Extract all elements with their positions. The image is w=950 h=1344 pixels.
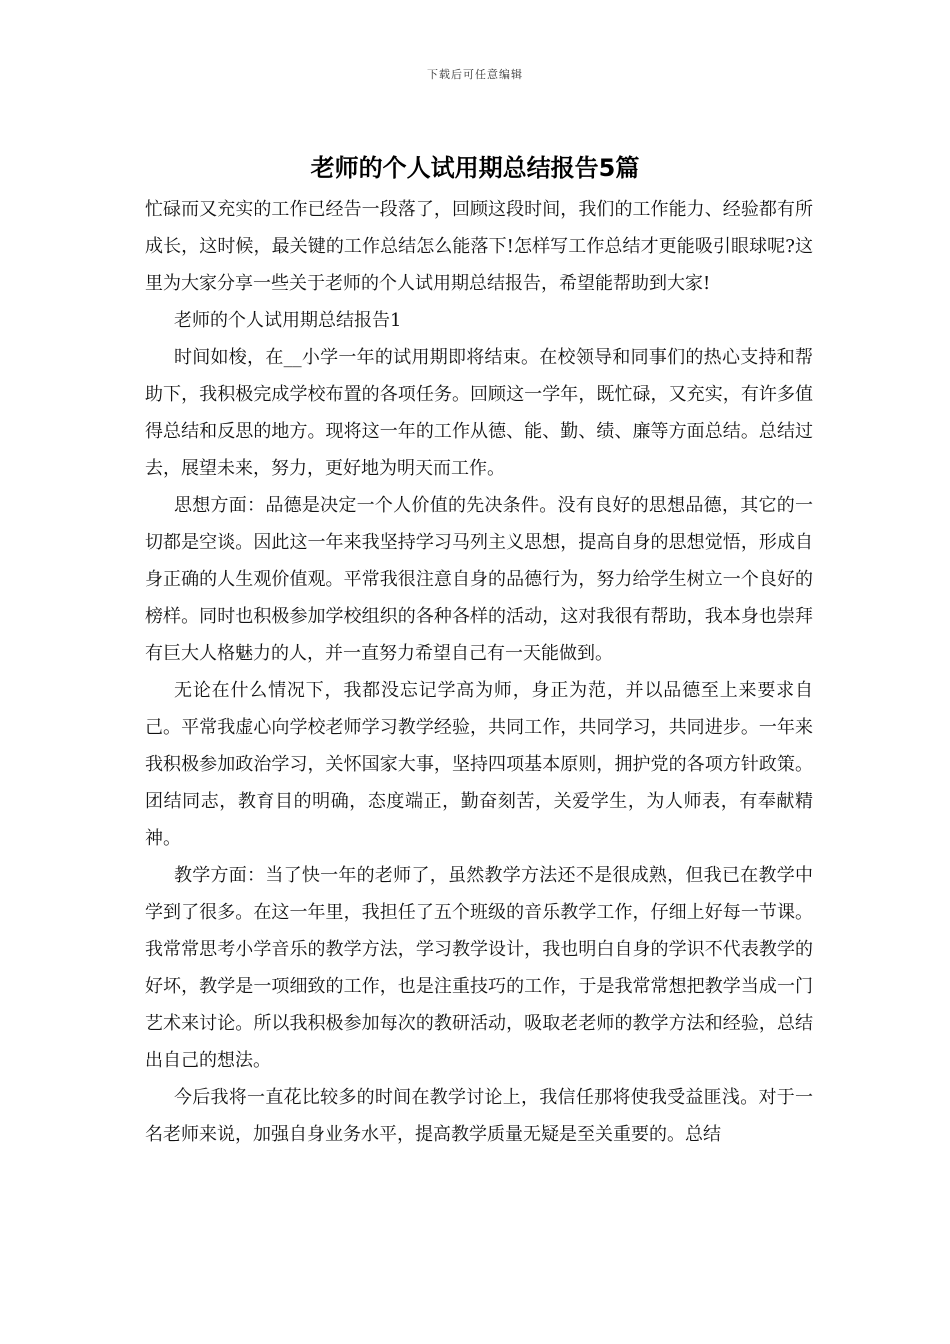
body-paragraph: 思想方面：品德是决定一个人价值的先决条件。没有良好的思想品德，其它的一切都是空谈。因此这一年来我坚持学习马列主义思想，提高自身的思想觉悟，形成自身正确的人生观价值观。平常我很注意自身的品德行为，努力给学生树立一个良好的榜样。同时也积极参加学校组织的各种各样的活动，这对我很有帮助，我本身也崇拜有巨大人格魅力的人，并一直努力希望自己有一天能做到。 (145, 495, 813, 664)
body-paragraph: 今后我将一直花比较多的时间在教学讨论上，我信任那将使我受益匪浅。对于一名老师来说，加强自身业务水平，提高教学质量无疑是至关重要的。总结 (145, 1087, 813, 1145)
body-paragraph: 教学方面：当了快一年的老师了，虽然教学方法还不是很成熟，但我已在教学中学到了很多。在这一年里，我担任了五个班级的音乐教学工作，仔细上好每一节课。我常常思考小学音乐的教学方法，学习教学设计，我也明白自身的学识不代表教学的好坏，教学是一项细致的工作，也是注重技巧的工作，于是我常常想把教学当成一门艺术来讨论。所以我积极参加每次的教研活动，吸取老老师的教学方法和经验，总结出自己的想法。 (145, 865, 813, 1071)
intro-paragraph: 忙碌而又充实的工作已经告一段落了，回顾这段时间，我们的工作能力、经验都有所成长，这时候，最关键的工作总结怎么能落下!怎样写工作总结才更能吸引眼球呢?这里为大家分享一些关于老师的个人试用期总结报告，希望能帮助到大家! (145, 199, 813, 294)
document-body (145, 191, 813, 1153)
body-paragraph: 无论在什么情况下，我都没忘记学高为师，身正为范，并以品德至上来要求自己。平常我虚心向学校老师学习教学经验，共同工作，共同学习，共同进步。一年来我积极参加政治学习，关怀国家大事，坚持四项基本原则，拥护党的各项方针政策。团结同志，教育目的明确，态度端正，勤奋刻苦，关爱学生，为人师表，有奉献精神。 (145, 680, 813, 849)
section-heading: 老师的个人试用期总结报告1 (174, 310, 402, 331)
header-note: 下载后可任意编辑 (427, 68, 523, 81)
document-title: 老师的个人试用期总结报告5篇 (310, 154, 640, 182)
body-paragraph: 时间如梭，在__小学一年的试用期即将结束。在校领导和同事们的热心支持和帮助下，我积极完成学校布置的各项任务。回顾这一学年，既忙碌，又充实，有许多值得总结和反思的地方。现将这一年的工作从德、能、勤、绩、廉等方面总结。总结过去，展望未来，努力，更好地为明天而工作。 (145, 347, 813, 479)
